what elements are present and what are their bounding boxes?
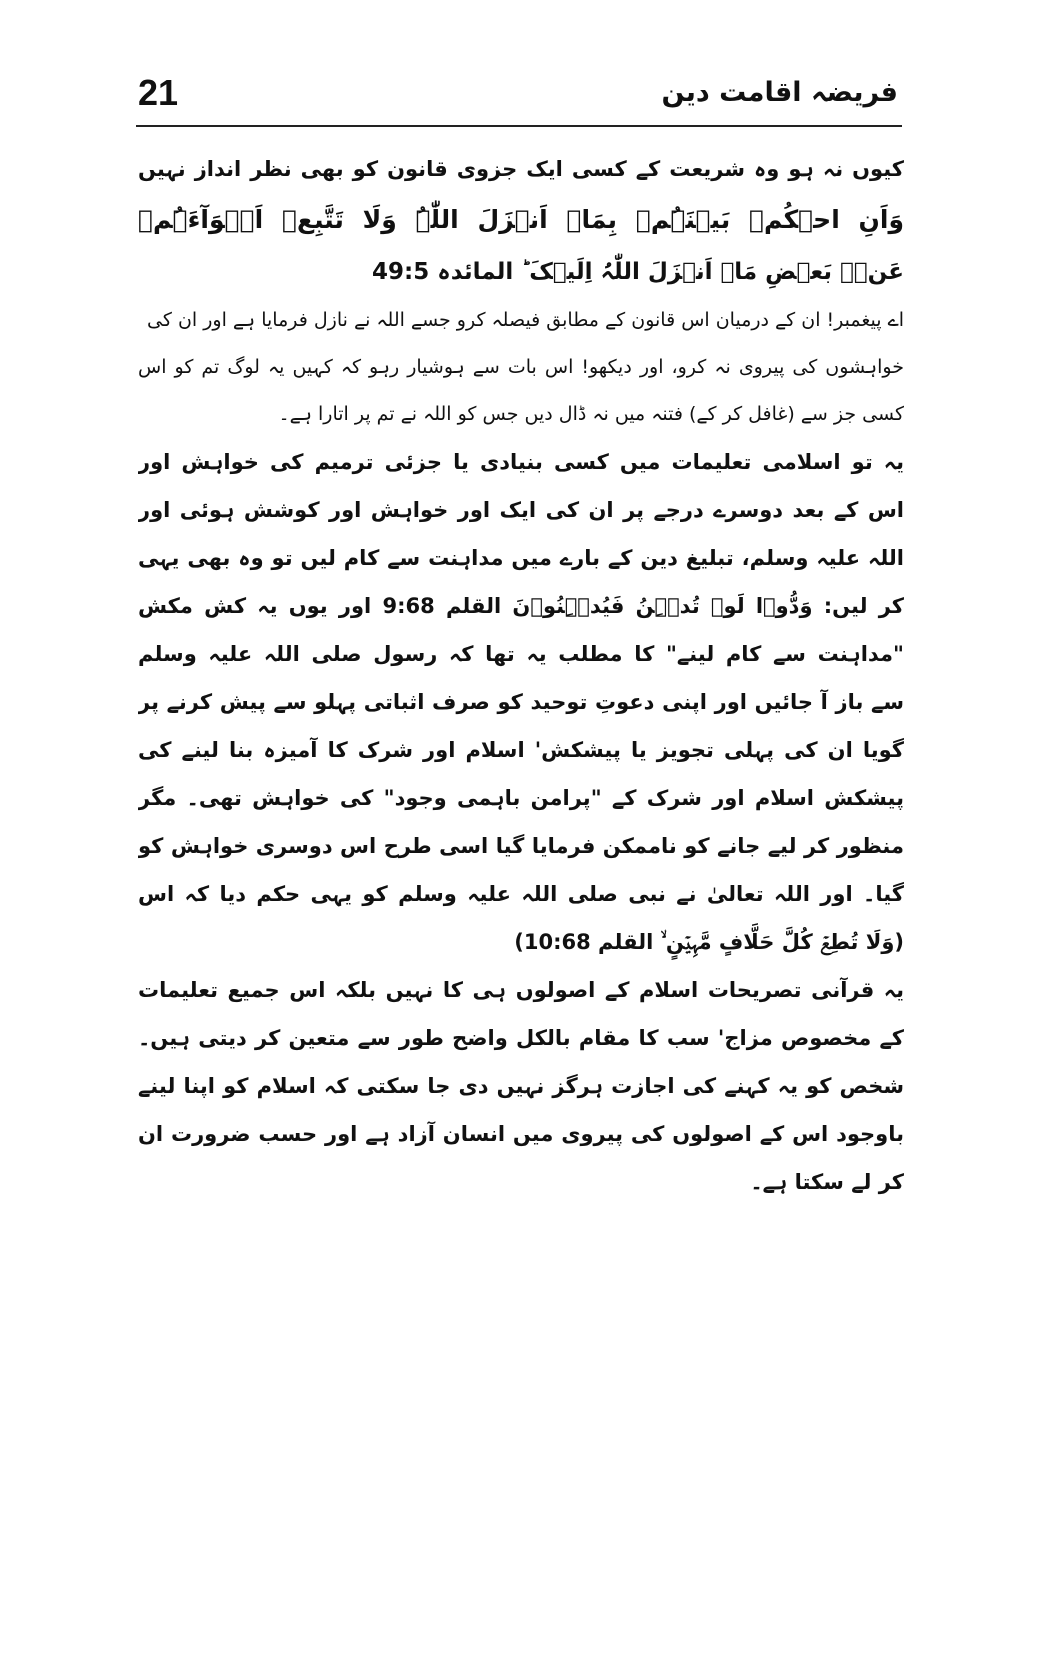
text-line: منظور کر لیے جانے کو ناممکن فرمایا گیا اسی طرح اس دوسری خواہش کو <box>138 834 904 858</box>
text-line: گویا ان کی پہلی تجویز یا پیشکش' اسلام اور شرک کا آمیزہ بنا لینے کی <box>138 738 904 762</box>
page-header <box>138 72 898 122</box>
text-line: باوجود اس کے اصولوں کی پیروی میں انسان آزاد ہے اور حسب ضرورت ان <box>138 1122 904 1146</box>
text-line: "مداہنت سے کام لینے" کا مطلب یہ تھا کہ رسول صلی اللہ علیہ وسلم <box>138 642 904 666</box>
text-line-with-verse: کر لیں: وَدُّوۡا لَوۡ تُدۡہِنُ فَیُدۡہِنُوۡنَ القلم 9:68 اور یوں یہ کش مکش <box>138 594 904 618</box>
quran-verse-line: (وَلَا تُطِعۡ کُلَّ حَلَّافٍ مَّہِیۡنٍ ۙ القلم 10:68) <box>514 930 904 954</box>
text-line: سے باز آ جائیں اور اپنی دعوتِ توحید کو صرف اثباتی پہلو سے پیش کرنے پر <box>138 690 904 714</box>
quran-verse-line: وَاَنِ احۡکُمۡ بَیۡنَہُمۡ بِمَاۤ اَنۡزَلَ اللّٰہُ وَلَا تَتَّبِعۡ اَہۡوَآءَہُمۡ <box>138 205 904 234</box>
page-body <box>138 145 904 1206</box>
translation-line: اے پیغمبر! ان کے درمیان اس قانون کے مطابق فیصلہ کرو جسے اللہ نے نازل فرمایا ہے اور ان کی <box>147 309 904 331</box>
text-line: کیوں نہ ہو وہ شریعت کے کسی ایک جزوی قانون کو بھی نظر انداز نہیں <box>138 157 904 181</box>
text-line: یہ تو اسلامی تعلیمات میں کسی بنیادی یا جزئی ترمیم کی خواہش اور <box>138 450 904 474</box>
running-title: فریضہ اقامت دین <box>661 77 898 108</box>
quran-verse-reference-line: عَنۡۢ بَعۡضِ مَاۤ اَنۡزَلَ اللّٰہُ اِلَیۡکَ ؕ المائدہ 49:5 <box>372 259 904 285</box>
translation-line: خواہشوں کی پیروی نہ کرو، اور دیکھو! اس بات سے ہوشیار رہو کہ کہیں یہ لوگ تم کو اس <box>138 356 904 378</box>
text-line: شخص کو یہ کہنے کی اجازت ہرگز نہیں دی جا سکتی کہ اسلام کو اپنا لینے <box>138 1074 904 1098</box>
text-line: گیا۔ اور اللہ تعالیٰ نے نبی صلی اللہ علیہ وسلم کو یہی حکم دیا کہ اس <box>138 882 904 906</box>
page-number: 21 <box>138 72 179 113</box>
translation-line: کسی جز سے (غافل کر کے) فتنہ میں نہ ڈال دیں جس کو اللہ نے تم پر اتارا ہے۔ <box>278 403 904 425</box>
text-line: پیشکش اسلام اور شرک کے "پرامن باہمی وجود" کی خواہش تھی۔ مگر <box>138 786 904 810</box>
header-rule <box>136 125 902 127</box>
text-line: کے مخصوص مزاج' سب کا مقام بالکل واضح طور سے متعین کر دیتی ہیں۔ <box>138 1026 904 1050</box>
text-line: کر لے سکتا ہے۔ <box>750 1170 904 1194</box>
text-line: یہ قرآنی تصریحات اسلام کے اصولوں ہی کا نہیں بلکہ اس جمیع تعلیمات <box>138 978 904 1002</box>
text-line: اس کے بعد دوسرے درجے پر ان کی ایک اور خواہش اور کوشش ہوئی اور <box>138 498 904 522</box>
text-line: اللہ علیہ وسلم، تبلیغ دین کے بارے میں مداہنت سے کام لیں تو وہ بھی یہی <box>138 546 904 570</box>
